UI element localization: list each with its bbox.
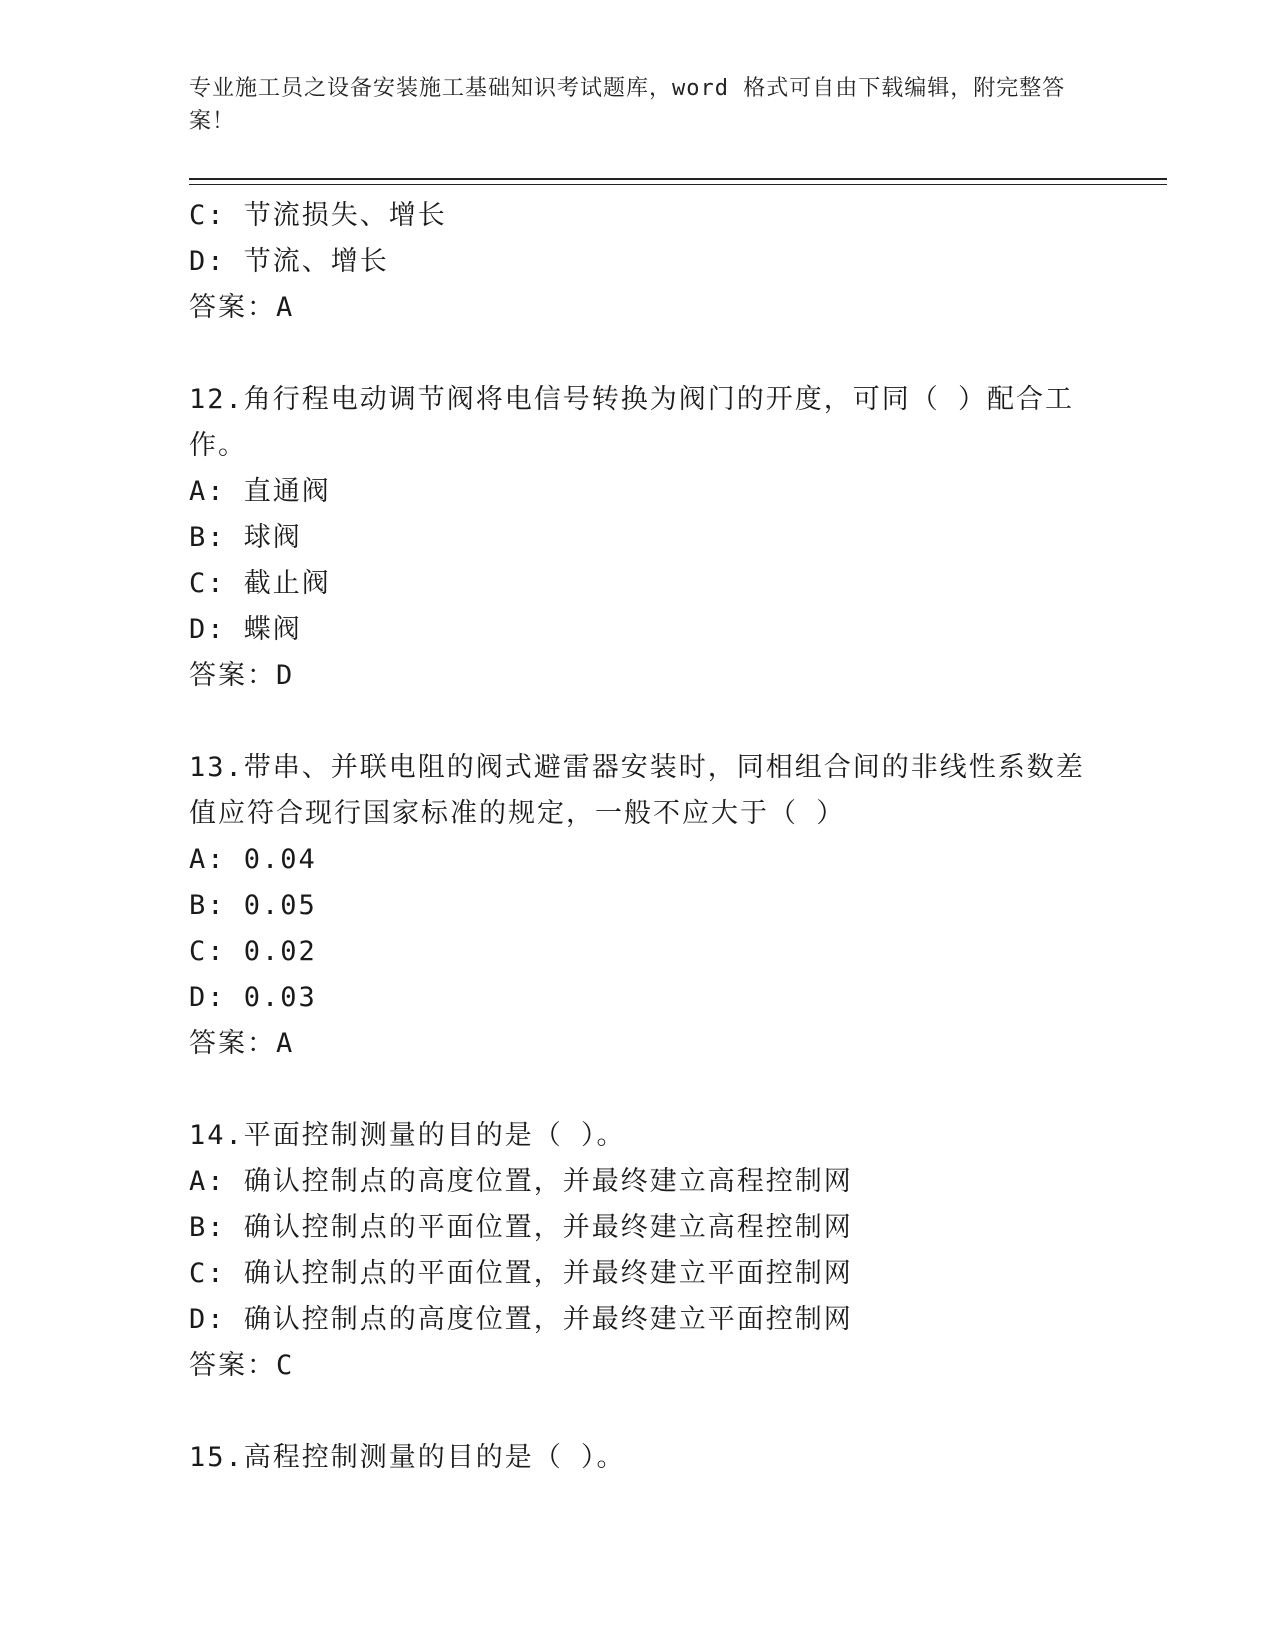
- question-stem-continued: 值应符合现行国家标准的规定，一般不应大于（ ）: [189, 798, 846, 829]
- question-content: [189, 193, 1089, 1481]
- option-line: A: 0.04: [189, 844, 317, 875]
- question-stem: 13.带串、并联电阻的阀式避雷器安装时，同相组合间的非线性系数差: [189, 752, 1085, 783]
- option-line: D: 蝶阀: [189, 614, 302, 645]
- header-divider-thick: [189, 178, 1167, 180]
- option-line: B: 0.05: [189, 890, 317, 921]
- question-stem: 14.平面控制测量的目的是（ ）。: [189, 1120, 626, 1151]
- option-line: B: 球阀: [189, 522, 302, 553]
- option-line: C: 0.02: [189, 936, 317, 967]
- answer-line: 答案：C: [189, 1350, 295, 1381]
- option-line: D: 0.03: [189, 982, 317, 1013]
- option-line: D: 确认控制点的高度位置，并最终建立平面控制网: [189, 1304, 853, 1335]
- option-line: C: 节流损失、增长: [189, 200, 447, 231]
- option-line: C: 确认控制点的平面位置，并最终建立平面控制网: [189, 1258, 853, 1289]
- question-stem: 15.高程控制测量的目的是（ ）。: [189, 1442, 626, 1473]
- question-stem-continued: 作。: [189, 430, 247, 461]
- option-line: A: 确认控制点的高度位置，并最终建立高程控制网: [189, 1166, 853, 1197]
- answer-line: 答案：A: [189, 1028, 295, 1059]
- option-line: A: 直通阀: [189, 476, 331, 507]
- header-divider-thin: [189, 184, 1167, 185]
- question-stem: 12.角行程电动调节阀将电信号转换为阀门的开度，可同（ ）配合工: [189, 384, 1075, 415]
- option-line: B: 确认控制点的平面位置，并最终建立高程控制网: [189, 1212, 853, 1243]
- option-line: C: 截止阀: [189, 568, 331, 599]
- option-line: D: 节流、增长: [189, 246, 389, 277]
- document-header: 专业施工员之设备安装施工基础知识考试题库，word 格式可自由下载编辑，附完整答案！: [189, 76, 1066, 134]
- answer-line: 答案：A: [189, 292, 295, 323]
- answer-line: 答案：D: [189, 660, 295, 691]
